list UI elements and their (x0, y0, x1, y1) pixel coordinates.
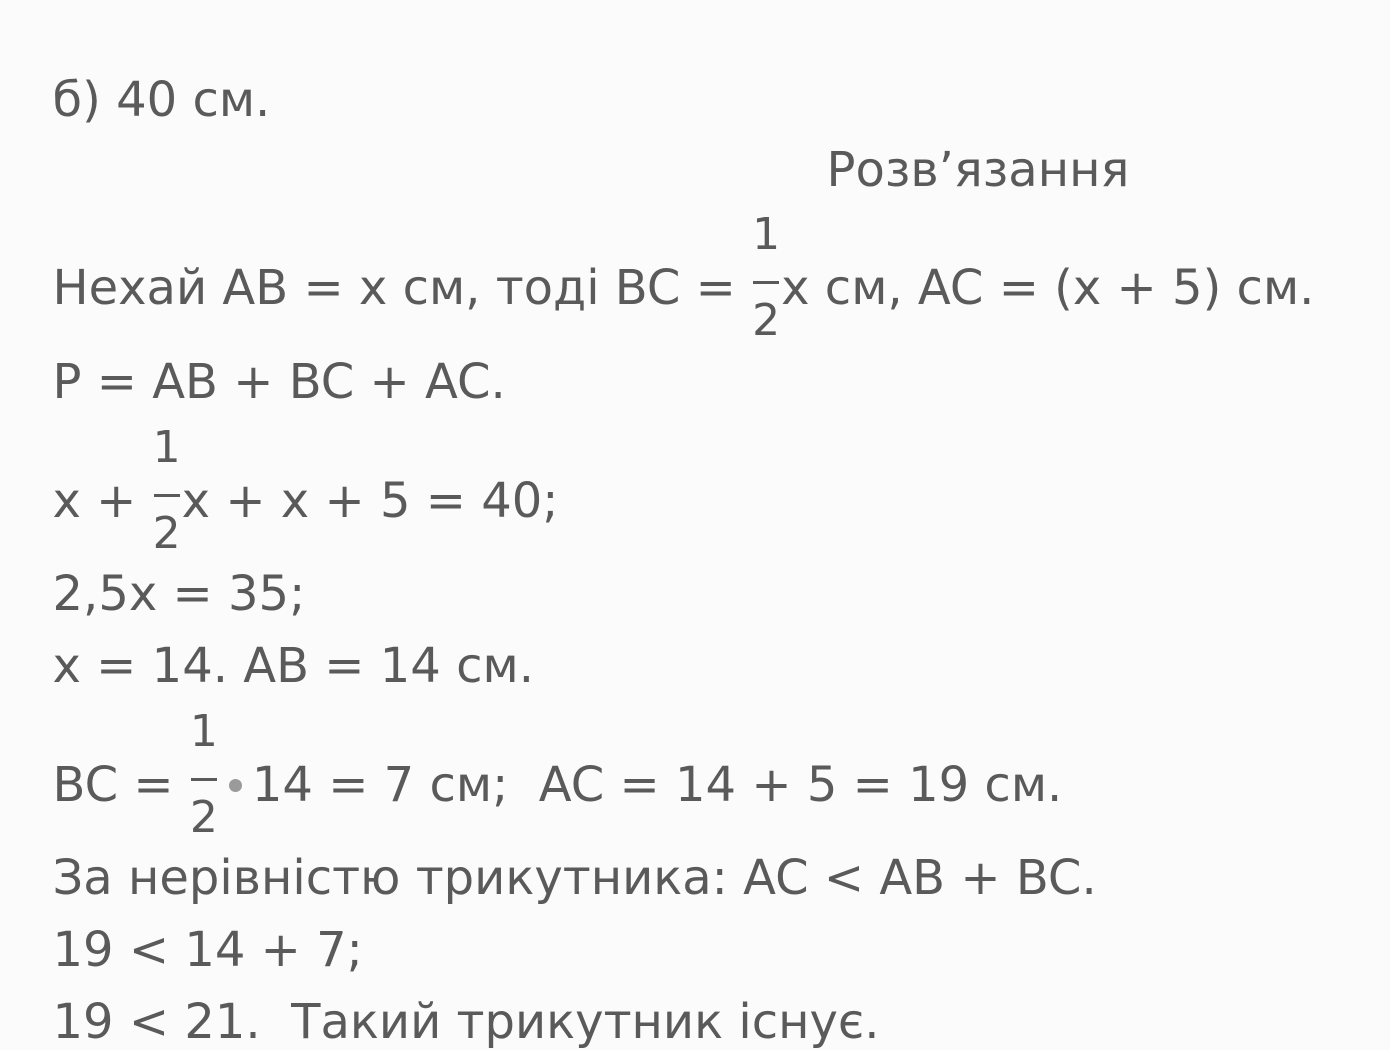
equation-line-1 (22, 208, 1315, 347)
fraction-numerator: 1 (152, 421, 181, 473)
equation-line-3 (22, 421, 559, 560)
line8-text: 19 < 14 + 7; (52, 922, 363, 978)
fraction-one-half (189, 705, 219, 844)
fraction-numerator: 1 (752, 208, 781, 260)
fraction-one-half (152, 421, 182, 560)
solution-title-text: Розв’язання (826, 142, 1130, 198)
fraction-denominator: 2 (152, 508, 181, 560)
fraction-numerator: 1 (189, 705, 218, 757)
equation-line-9 (22, 950, 880, 1050)
equation-line-5 (22, 594, 534, 694)
line3-text-b: x + x + 5 = 40; (181, 473, 559, 529)
line1-text-b: x см, AC = (x + 5) см. (781, 260, 1315, 316)
answer-text: б) 40 см. (52, 72, 271, 128)
multiplication-dot-icon (229, 779, 242, 792)
fraction-bar (154, 494, 180, 497)
equation-line-6 (22, 705, 1063, 844)
line7-text: За нерівністю трикутника: AC < AB + BC. (52, 850, 1097, 906)
line2-text: P = AB + BC + AC. (52, 354, 506, 410)
fraction-bar (191, 778, 217, 781)
answer-line (22, 28, 271, 128)
line3-text-a: x + (52, 473, 152, 529)
line1-text-a: Нехай AB = x см, тоді BC = (52, 260, 752, 316)
line5-text: x = 14. AB = 14 см. (52, 638, 534, 694)
line6-text-b: 14 = 7 см; AC = 14 + 5 = 19 см. (251, 757, 1063, 813)
fraction-denominator: 2 (752, 295, 781, 347)
fraction-denominator: 2 (189, 792, 218, 844)
fraction-bar (753, 281, 779, 284)
line9-text: 19 < 21. Такий трикутник існує. (52, 994, 880, 1050)
equation-line-2 (22, 310, 506, 410)
line6-text-a: BC = (52, 757, 189, 813)
line4-text: 2,5x = 35; (52, 566, 306, 622)
solution-title (796, 98, 1130, 198)
fraction-one-half (751, 208, 781, 347)
